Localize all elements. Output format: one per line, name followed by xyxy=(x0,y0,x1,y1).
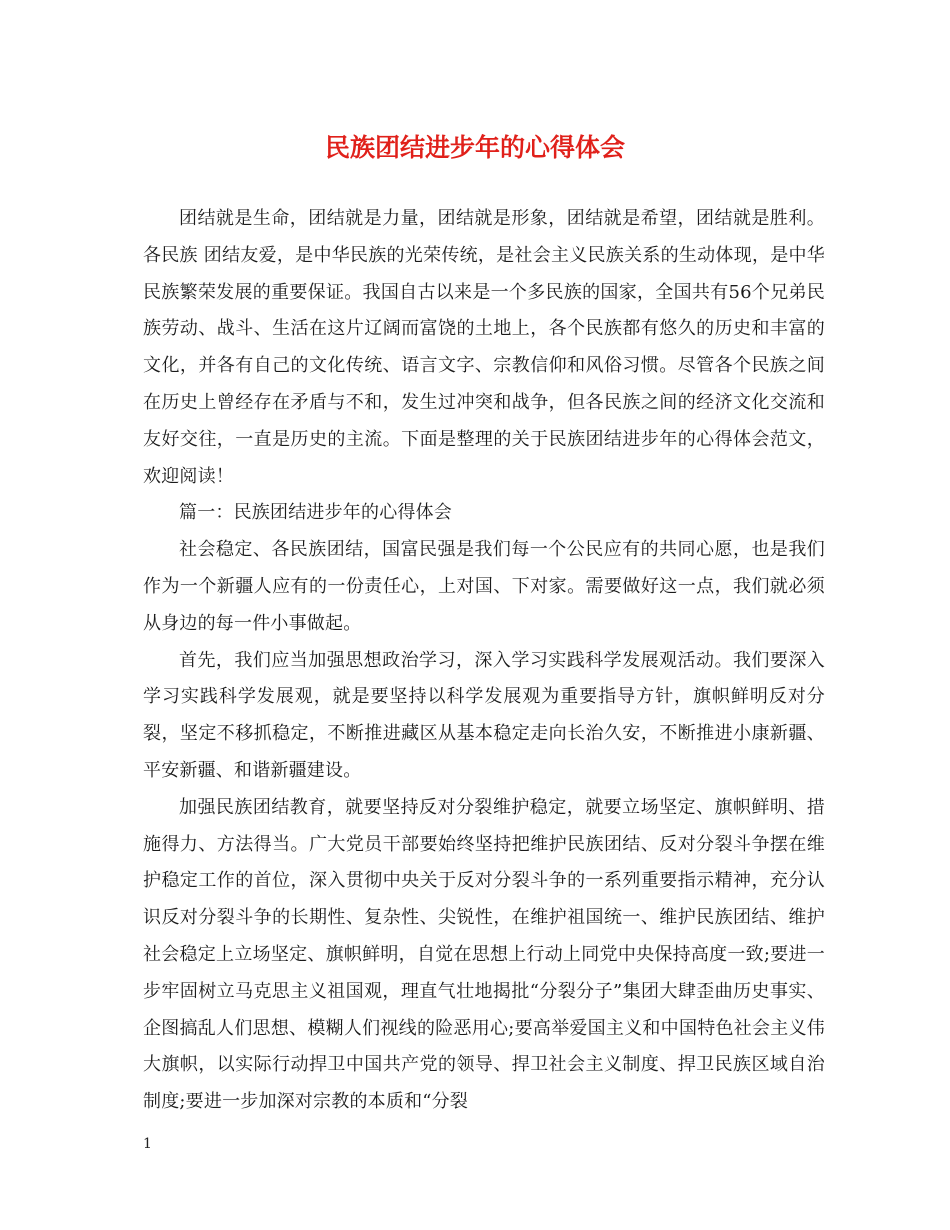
document-title: 民族团结进步年的心得体会 xyxy=(324,133,625,162)
page-number: 1 xyxy=(143,1136,152,1152)
paragraph-unity-education: 加强民族团结教育，就要坚持反对分裂维护稳定，就要立场坚定、旗帜鲜明、措施得力、方法得当。广大党员干部要始终坚持把维护民族团结、反对分裂斗争摆在维护稳定工作的首位，深入贯彻中央关于反对分裂斗争的一系列重要指示精神，充分认识反对分裂斗争的长期性、复杂性、尖锐性，在维护祖国统一、维护民族团结、维护社会稳定上立场坚定、旗帜鲜明，自觉在思想上行动上同党中央保持高度一致;要进一步牢固树立马克思主义祖国观，理直气壮地揭批“分裂分子”集团大肆歪曲历史事实、企图搞乱人们思想、模糊人们视线的险恶用心;要高举爱国主义和中国特色社会主义伟大旗帜，以实际行动捍卫中国共产党的领导、捍卫社会主义制度、捍卫民族区域自治制度;要进一步加深对宗教的本质和“分裂 xyxy=(143,796,825,1113)
document-body xyxy=(143,201,825,1121)
paragraph-section-heading: 篇一：民族团结进步年的心得体会 xyxy=(179,502,452,524)
paragraph-political-study: 首先，我们应当加强思想政治学习，深入学习实践科学发展观活动。我们要深入学习实践科学发展观，就是要坚持以科学发展观为重要指导方针，旗帜鲜明反对分裂，坚定不移抓稳定，不断推进藏区从基本稳定走向长治久安，不断推进小康新疆、平安新疆、和谐新疆建设。 xyxy=(143,649,825,781)
paragraph-social-stability: 社会稳定、各民族团结，国富民强是我们每一个公民应有的共同心愿，也是我们作为一个新疆人应有的一份责任心，上对国、下对家。需要做好这一点，我们就必须从身边的每一件小事做起。 xyxy=(143,539,825,634)
paragraph-intro: 团结就是生命，团结就是力量，团结就是形象，团结就是希望，团结就是胜利。各民族 团结友爱，是中华民族的光荣传统，是社会主义民族关系的生动体现，是中华民族繁荣发展的重要保证。我国自古以来是一个多民族的国家，全国共有56个兄弟民族劳动、战斗、生活在这片辽阔而富饶的土地上，各个民族都有悠久的历史和丰富的文化，并各有自己的文化传统、语言文字、宗教信仰和风俗习惯。尽管各个民族之间在历史上曾经存在矛盾与不和，发生过冲突和战争，但各民族之间的经济文化交流和友好交往，一直是历史的主流。下面是整理的关于民族团结进步年的心得体会范文，欢迎阅读！ xyxy=(143,208,825,487)
